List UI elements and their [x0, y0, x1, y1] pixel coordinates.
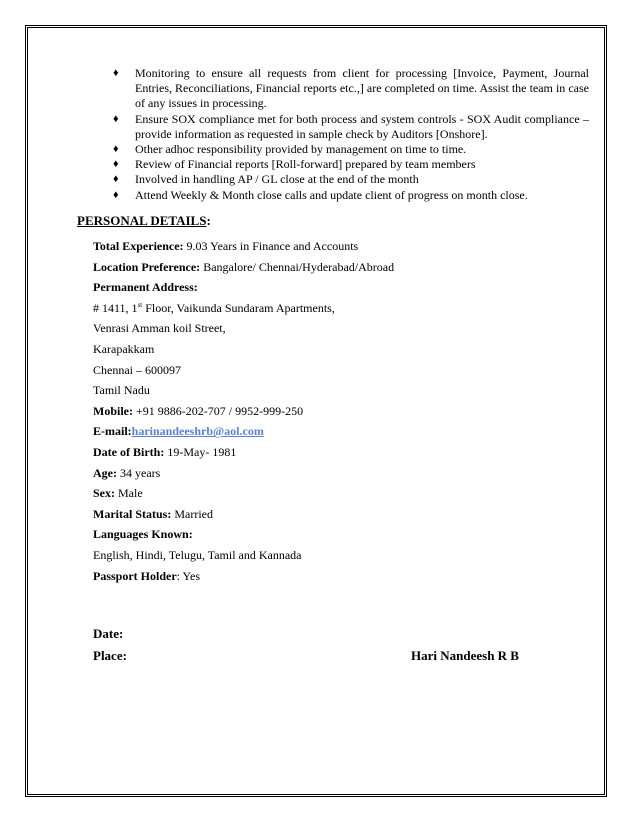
- date-label: Date:: [93, 626, 124, 641]
- list-item: ♦ Monitoring to ensure all requests from client for processing [Invoice, Payment, Journal Entries, Reconciliations, Financial reports etc.,] are completed on time. Assist the team in case of any issues in processing.: [113, 66, 589, 111]
- address-line: Chennai – 600097: [93, 362, 181, 377]
- diamond-bullet-icon: ♦: [113, 67, 119, 79]
- mobile-row: Mobile: +91 9886-202-707 / 9952-999-250: [93, 403, 304, 418]
- address-label: Permanent Address:: [93, 280, 198, 295]
- location-row: Location Preference: Bangalore/ Chennai/Hyderabad/Abroad: [93, 259, 395, 274]
- signature-name: Hari Nandeesh R B: [411, 648, 519, 663]
- diamond-bullet-icon: ♦: [113, 173, 119, 186]
- personal-details: [93, 236, 553, 586]
- section-heading: PERSONAL DETAILS:: [77, 213, 211, 228]
- passport-row: Passport Holder: Yes: [93, 568, 201, 583]
- email-link[interactable]: harinandeeshrb@aol.com: [131, 424, 264, 439]
- list-item: ♦ Other adhoc responsibility provided by management on time to time.: [113, 142, 467, 157]
- diamond-bullet-icon: ♦: [113, 158, 119, 171]
- age-row: Age: 34 years: [93, 465, 161, 480]
- address-line: Karapakkam: [93, 341, 155, 356]
- place-label: Place:: [93, 648, 127, 663]
- sex-row: Sex: Male: [93, 486, 143, 501]
- experience-row: Total Experience: 9.03 Years in Finance and Accounts: [93, 239, 359, 253]
- diamond-bullet-icon: ♦: [113, 112, 119, 125]
- diamond-bullet-icon: ♦: [113, 143, 119, 156]
- list-item: ♦ Attend Weekly & Month close calls and update client of progress on month close.: [113, 187, 528, 202]
- languages-value: English, Hindi, Telugu, Tamil and Kannada: [93, 547, 302, 562]
- list-item: ♦ Involved in handling AP / GL close at the end of the month: [113, 172, 419, 187]
- dob-row: Date of Birth: 19-May- 1981: [93, 444, 237, 459]
- address-line: Tamil Nadu: [93, 383, 150, 398]
- list-item: ♦ Ensure SOX compliance met for both process and system controls - SOX Audit compliance – provide information as requested in sample check by Auditors [Onshore].: [113, 111, 589, 141]
- diamond-bullet-icon: ♦: [113, 188, 119, 201]
- responsibilities-list: [113, 66, 589, 203]
- marital-row: Marital Status: Married: [93, 506, 213, 521]
- address-line: Venrasi Amman koil Street,: [93, 321, 226, 336]
- email-row: E-mail:harinandeeshrb@aol.com: [93, 424, 264, 439]
- address-line: # 1411, 1st Floor, Vaikunda Sundaram Apartments,: [93, 300, 335, 315]
- list-item: ♦ Review of Financial reports [Roll-forward] prepared by team members: [113, 157, 476, 172]
- languages-label: Languages Known:: [93, 527, 193, 542]
